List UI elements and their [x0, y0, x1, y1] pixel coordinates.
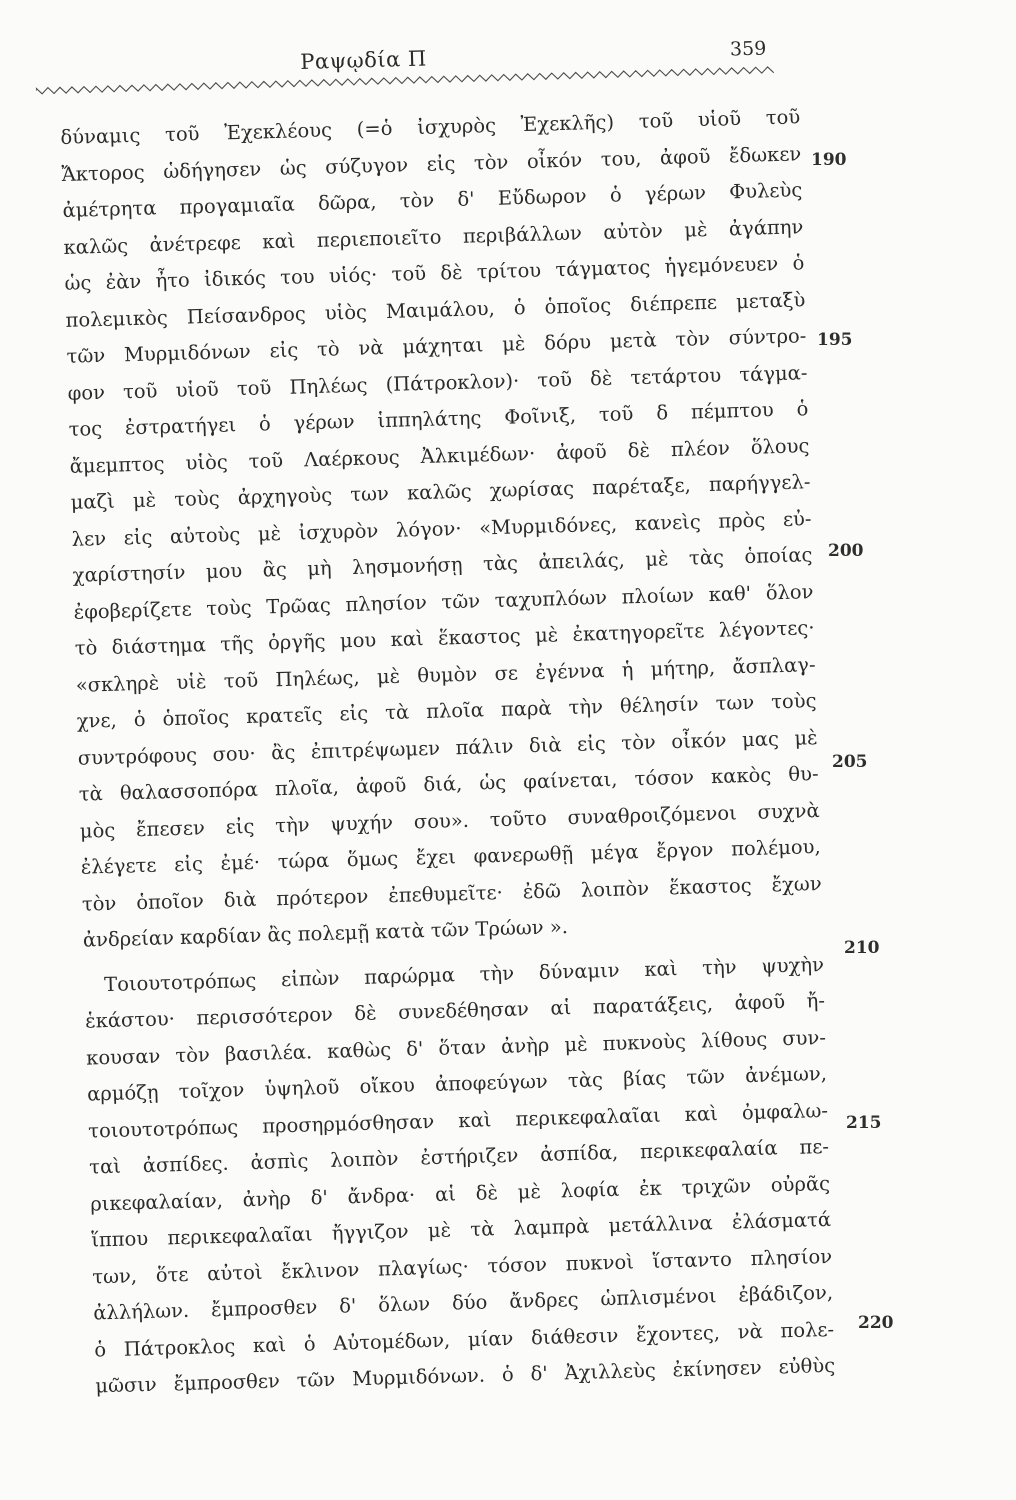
text-line: ἑκάστου· περισσότερον δὲ συνεδέθησαν αἱ παρατάξεις, ἀφοῦ ἤ-	[84, 988, 826, 1033]
line-number-195: 195	[817, 330, 853, 350]
text-line: ἄμεμπτος υἱὸς τοῦ Λαέρκους Ἀλκιμέδων· ἀφοῦ δὲ πλέον ὅλους	[69, 433, 810, 478]
line-number-215: 215	[846, 1113, 882, 1133]
paragraph	[60, 99, 823, 959]
text-line: τος ἐστρατήγει ὁ γέρων ἱππηλάτης Φοῖνιξ, τοῦ δ πέμπτου ὁ	[68, 397, 809, 441]
text-line: μαζὶ μὲ τοὺς ἀρχηγοὺς των καλῶς χωρίσας παρέταξε, παρήγγελ-	[70, 470, 811, 514]
paragraph	[84, 947, 836, 1405]
line-number-210: 210	[844, 938, 880, 958]
text-line: τὸ διάστημα τῆς ὀργῆς μου καὶ ἕκαστος μὲ ἐκατηγορεῖτε λέγοντες·	[74, 616, 815, 660]
line-number-190: 190	[811, 150, 847, 170]
text-line: ἐλέγετε εἰς ἐμέ· τώρα ὅμως ἔχει φανερωθῇ μέγα ἔργον πολέμου,	[80, 835, 821, 879]
text-line: «σκληρὲ υἱὲ τοῦ Πηλέως, μὲ θυμὸν σε ἐγέννα ἡ μήτηρ, ἄσπλαγ-	[75, 652, 816, 697]
text-line: Ἄκτορος ὡδήγησεν ὡς σύζυγον εἰς τὸν οἶκόν του, ἀφοῦ ἔδωκεν	[61, 141, 802, 186]
line-number-220: 220	[858, 1313, 894, 1333]
text-line: ἀμέτρητα προγαμιαῖα δῶρα, τὸν δ' Εὔδωρον ὁ γέρων Φυλεὺς	[62, 178, 803, 222]
text-line: τοιουτοτρόπως προσηρμόσθησαν καὶ περικεφαλαῖαι καὶ ὀμφαλω-	[87, 1098, 829, 1143]
text-line: ὡς ἐὰν ἦτο ἰδικός του υἱός· τοῦ δὲ τρίτου τάγματος ἡγεμόνευεν ὁ	[64, 251, 805, 295]
text-line: χαρίστησίν μου ἂς μὴ λησμονήσῃ τὰς ἀπειλάς, μὲ τὰς ὁποίας	[72, 543, 813, 587]
text-line: καλῶς ἀνέτρεφε καὶ περιεποιεῖτο περιβάλλων αὐτὸν μὲ ἀγάπην	[63, 214, 804, 259]
text-line: συντρόφους σου· ἂς ἐπιτρέψωμεν πάλιν διὰ εἰς τὸν οἶκόν μας μὲ	[77, 725, 818, 770]
text-line: χνε, ὁ ὁποῖος κρατεῖς εἰς τὰ πλοῖα παρὰ τὴν θέλησίν των τοὺς	[76, 689, 817, 733]
text-line: μῶσιν ἔμπροσθεν τῶν Μυρμιδόνων. ὁ δ' Ἀχιλλεὺς ἐκίνησεν εὐθὺς	[95, 1353, 836, 1398]
line-number-200: 200	[828, 541, 864, 561]
body-text	[60, 99, 836, 1405]
text-line: μὸς ἔπεσεν εἰς τὴν ψυχήν σου». τοῦτο συναθροιζόμενοι συχνὰ	[79, 798, 820, 843]
text-line: λεν εἰς αὐτοὺς μὲ ἰσχυρὸν λόγον· «Μυρμιδόνες, κανεὶς πρὸς εὐ-	[71, 506, 812, 551]
running-head-title: Ραψῳδία Π	[300, 46, 428, 74]
text-line: ταὶ ἀσπίδες. ἀσπὶς λοιπὸν ἐστήριζεν ἀσπίδα, περικεφαλαία πε-	[88, 1134, 830, 1179]
page-number: 359	[729, 37, 767, 61]
text-line: αρμόζῃ τοῖχον ὑψηλοῦ οἴκου ἀποφεύγων τὰς βίας τῶν ἀνέμων,	[86, 1061, 828, 1106]
text-line: πολεμικὸς Πείσανδρος υἱὸς Μαιμάλου, ὁ ὁποῖος διέπρεπε μεταξὺ	[65, 287, 806, 332]
text-line: τῶν Μυρμιδόνων εἰς τὸ νὰ μάχηται μὲ δόρυ μετὰ τὸν σύντρο-	[66, 324, 807, 368]
text-line: φον τοῦ υἱοῦ τοῦ Πηλέως (Πάτροκλον)· τοῦ δὲ τετάρτου τάγμα-	[67, 360, 808, 405]
text-line: κουσαν τὸν βασιλέα. καθὼς δ' ὅταν ἀνὴρ μὲ πυκνοὺς λίθους συν-	[85, 1025, 827, 1070]
text-line: ἵππου περικεφαλαῖαι ἤγγιζον μὲ τὰ λαμπρὰ μετάλλινα ἐλάσματά	[90, 1207, 832, 1252]
line-number-205: 205	[832, 752, 868, 772]
text-line: ὁ Πάτροκλος καὶ ὁ Αὐτομέδων, μίαν διάθεσιν ἔχοντες, νὰ πολε-	[94, 1317, 835, 1362]
text-line: ἀνδρείαν καρδίαν ἂς πολεμῇ κατὰ τῶν Τρώων ».	[82, 915, 569, 952]
text-line: δύναμις τοῦ Ἐχεκλέους (=ὁ ἰσχυρὸς Ἐχεκλῆς) τοῦ υἱοῦ τοῦ	[60, 105, 801, 149]
text-line: Τοιουτοτρόπως εἰπὼν παρώρμα τὴν δύναμιν καὶ τὴν ψυχὴν	[103, 952, 825, 996]
text-line: ἀλλήλων. ἔμπροσθεν δ' ὅλων δύο ἄνδρες ὡπλισμένοι ἐβάδιζον,	[93, 1280, 834, 1325]
text-line: ρικεφαλαίαν, ἀνὴρ δ' ἄνδρα· αἱ δὲ μὲ λοφία ἐκ τριχῶν οὐρᾶς	[89, 1171, 831, 1216]
text-line: τὰ θαλασσοπόρα πλοῖα, ἀφοῦ διά, ὡς φαίνεται, τόσον κακὸς θυ-	[78, 762, 819, 806]
text-line: των, ὅτε αὐτοὶ ἔκλινον πλαγίως· τόσον πυκνοὶ ἵσταντο πλησίον	[91, 1244, 833, 1289]
text-line: ἐφοβερίζετε τοὺς Τρῶας πλησίον τῶν ταχυπλόων πλοίων καθ' ὅλον	[73, 579, 814, 624]
text-line: τὸν ὁποῖον διὰ πρότερον ἐπεθυμεῖτε· ἐδῶ λοιπὸν ἕκαστος ἔχων	[81, 871, 822, 916]
